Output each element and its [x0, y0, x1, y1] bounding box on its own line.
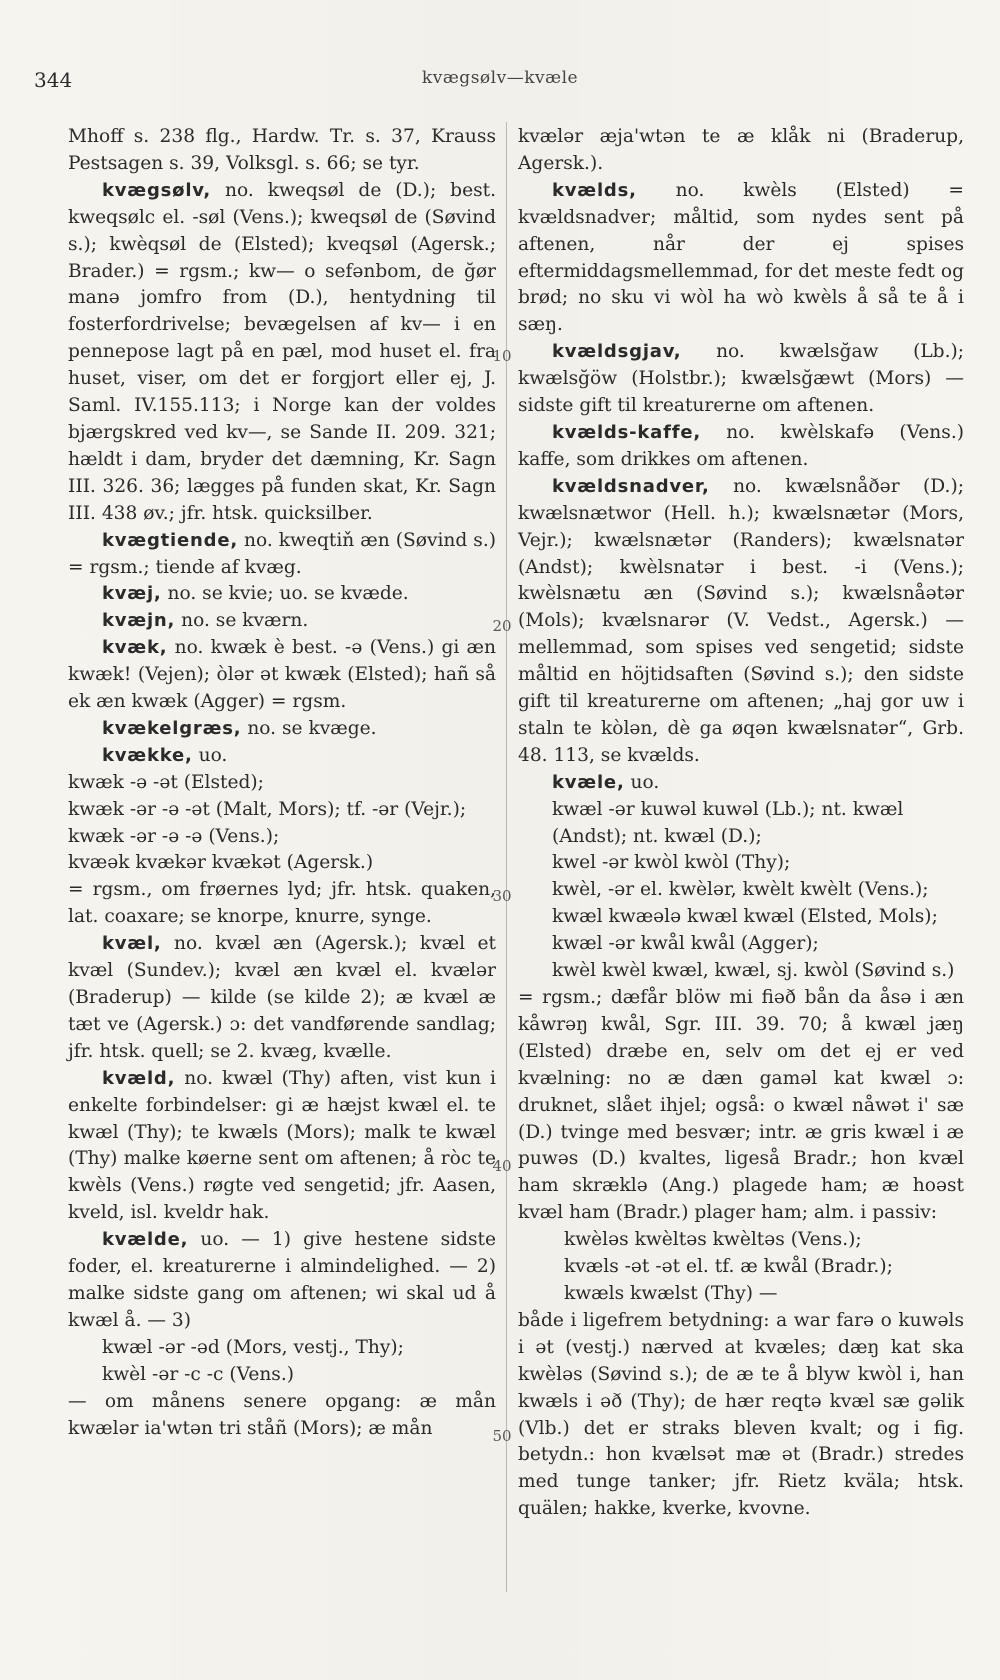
entry-text: [68, 1362, 496, 1389]
entry-body: uo.: [630, 771, 660, 793]
entry-body: Mhoff s. 238 flg., Hardw. Tr. s. 37, Krauss Pestsagen s. 39, Volksgl. s. 66; se tyr.: [68, 126, 496, 174]
running-title: kvægsølv—kvæle: [421, 68, 579, 88]
entry-text: [518, 1281, 964, 1308]
entry-text: [68, 824, 496, 851]
entry-body: kwèl, -ər el. kwèlər, kwèlt kwèlt (Vens.);: [552, 879, 929, 901]
entry-body: kwæl -ər kuwəl kuwəl (Lb.); nt. kwæl (Andst); nt. kwæl (D.);: [552, 798, 904, 847]
entry-body: kwèl -ər -c -c (Vens.): [102, 1363, 295, 1385]
headword: kvæle,: [552, 771, 625, 793]
entry-body: uo.: [198, 744, 228, 766]
headword: kvække,: [102, 744, 193, 766]
dictionary-entry: [518, 420, 964, 474]
headword: kvæl,: [102, 933, 162, 955]
entry-text: [518, 985, 964, 1227]
entry-body: kwèl kwèl kwæl, kwæl, sj. kwòl (Søvind s.): [552, 960, 955, 982]
entry-body: no. kwælsnåðər (D.); kwælsnætwor (Hell. h.); kwælsnætər (Mors, Vejr.); kwælsnætər (Randers); kwælsnatər (Andst); kwèlsnatər i best. -i (Vens.); kwèlsnætu æn (Søvind s.); kwælsnåətər (Mols); kvælsnarər (V. Vedst., Agersk.) — mellemmad, som spises ved sengetid; sidste måltid en höjtidsaften (Søvind s.); den sidste gift til kreaturerne om aftenen; „haj gor uw i staln te kòlən, dè ga øqən kwælsnatər“, Grb. 48. 113, se kvælds.: [518, 475, 964, 766]
entry-text: [518, 850, 964, 877]
entry-text: [68, 850, 496, 877]
headword: kvægtiende,: [102, 529, 238, 551]
headword: kvælds-kaffe,: [552, 421, 702, 443]
entry-body: — om månens senere opgang: æ mån kwælər ia'wtən tri ståñ (Mors); æ mån: [68, 1390, 496, 1439]
dictionary-entry: [68, 743, 496, 770]
dictionary-entry: [68, 931, 496, 1066]
entry-body: no. se kværn.: [181, 610, 309, 632]
entry-body: no. kwæl (Thy) aften, vist kun i enkelte forbindelser: gi æ hæjst kwæl el. te kwæl (Thy); te kwæls (Mors); malk te kwæl (Thy) malke køerne sent om aftenen; å ròc te kwèls (Vens.) røgte ved sengetid; jfr. Aasen, kveld, isl. kveldr hak.: [68, 1067, 496, 1224]
entry-body: kwæl -ər -əd (Mors, vestj., Thy);: [102, 1336, 404, 1358]
headword: kvældsnadver,: [552, 475, 710, 497]
dictionary-entry: [68, 716, 496, 743]
entry-body: kwèləs kwèltəs kwèltəs (Vens.);: [564, 1229, 862, 1251]
dictionary-entry: [518, 474, 964, 770]
entry-text: [68, 877, 496, 931]
dictionary-entry: [68, 581, 496, 608]
running-head: [0, 64, 1000, 94]
entry-body: kvæək kvækər kvækət (Agersk.): [68, 852, 374, 874]
line-number: 20: [492, 617, 512, 635]
dictionary-entry: [518, 770, 964, 797]
headword: kvægsølv,: [102, 179, 212, 201]
dictionary-entry: [518, 339, 964, 420]
entry-text: [518, 877, 964, 904]
entry-body: kwæl -ər kwål kwål (Agger);: [552, 933, 819, 955]
entry-body: = rgsm.; dæfår blöw mi fiəð bån da åsə i æn kåwrəŋ kwål, Sgr. III. 39. 70; å kwæl jæŋ (Elsted) dræbe en, selv om det ej er ved kvælning: no æ dæn gaməl kat kwæl ɔ: druknet, slået ihjel; også: o kwæl nåwət i' sæ (D.) tvinge med besvær; intr. æ gris kwæl i æ puwəs (D.) kvaltes, ligeså Bradr.; hon kvæl ham skræklə (Ang.) plagede ham; æ hoəst kvæl ham (Bradr.) plager ham; alm. i passiv:: [518, 987, 964, 1224]
entry-body: kvæls -ət -ət el. tf. æ kwål (Bradr.);: [564, 1256, 893, 1278]
entry-text: [518, 797, 964, 851]
entry-body: no. kwæk è best. -ə (Vens.) gi æn kwæk! (Vejen); òlər ət kwæk (Elsted); hañ så ek æn kwæk (Agger) = rgsm.: [68, 637, 496, 713]
entry-text: [518, 931, 964, 958]
headword: kvæk,: [102, 637, 168, 659]
entry-text: [518, 1254, 964, 1281]
dictionary-entry: [68, 608, 496, 635]
line-number: 40: [492, 1157, 512, 1175]
entry-body: no. kweqtiň æn (Søvind s.) = rgsm.; tiende af kvæg.: [68, 529, 496, 578]
column-divider: [506, 122, 507, 1592]
entry-text: [518, 1227, 964, 1254]
entry-body: no. kweqsøl de (D.); best. kweqsølc el. -søl (Vens.); kweqsøl de (Søvind s.); kwèqsøl de (Elsted); kveqsøl (Agersk.; Brader.) = rgsm.; kw— o sefənbom, de ğør manə jomfro from (D.), hentydning til fosterfordrivelse; bevægelsen af kv— i en pennepose lagt på en pæl, mod huset el. fra huset, viser, om det er forgjort eller ej, J. Saml. IV.155.113; i Norge kan der voldes bjærgskred ved kv—, se Sande II. 209. 321; hældt i dam, bryder det dæmning, Kr. Sagn III. 326. 36; lægges på funden skat, Kr. Sagn III. 438 øv.; jfr. htsk. quicksilber.: [68, 179, 496, 524]
entry-body: kvælər æja'wtən te æ klåk ni (Braderup, Agersk.).: [518, 126, 964, 174]
entry-body: kwel -ər kwòl kwòl (Thy);: [552, 852, 791, 874]
headword: kvæj,: [102, 583, 162, 605]
headword: kvækelgræs,: [102, 717, 242, 739]
headword: kvæjn,: [102, 610, 176, 632]
entry-body: kwæk -ər -ə -ə (Vens.);: [68, 825, 280, 847]
line-number: 50: [492, 1427, 512, 1445]
dictionary-entry: [68, 528, 496, 582]
headword: kvælde,: [102, 1229, 189, 1251]
entry-text: [68, 124, 496, 178]
entry-text: [518, 958, 964, 985]
dictionary-entry: [68, 1066, 496, 1227]
headword: kvæld,: [102, 1067, 176, 1089]
dictionary-entry: [68, 1227, 496, 1335]
entry-text: [68, 770, 496, 797]
page-number: 344: [34, 68, 73, 92]
entry-body: kwæls kwælst (Thy) —: [564, 1282, 778, 1304]
entry-body: no. kvæl æn (Agersk.); kvæl et kvæl (Sundev.); kvæl æn kvæl el. kvælər (Braderup) — kilde (se kilde 2); æ kvæl æ tæt ve (Agersk.) ɔ: det vandførende sandlag; jfr. htsk. quell; se 2. kvæg, kvælle.: [68, 933, 496, 1062]
right-column: [518, 124, 964, 1523]
entry-body: no. se kvie; uo. se kvæde.: [167, 583, 409, 605]
headword: kvælds,: [552, 179, 637, 201]
entry-body: no. kwælsğaw (Lb.); kwælsğöw (Holstbr.); kwælsğæwt (Mors) — sidste gift til kreaturerne om aftenen.: [518, 341, 964, 417]
entry-body: både i ligefrem betydning: a war farə o kuwəls i ət (vestj.) nærved at kvæles; dæŋ kat ska kwèləs (Søvind s.); de æ te å blyw kwòl i, han kwæls i əð (Thy); de hær reqtə kvæl sæ gəlik (Vlb.) det er straks bleven kvalt; og i fig. betydn.: hon kvælsət mæ ət (Bradr.) stredes med tunge tanker; jfr. Rietz kväla; htsk. quälen; hakke, kverke, kvovne.: [518, 1309, 964, 1520]
line-number: 10: [492, 347, 512, 365]
entry-text: [68, 1335, 496, 1362]
entry-text: [518, 904, 964, 931]
left-column: [68, 124, 496, 1442]
entry-body: no. se kvæge.: [247, 717, 377, 739]
entry-body: kwæk -ə -ət (Elsted);: [68, 771, 264, 793]
entry-text: [68, 797, 496, 824]
entry-body: no. kwèlskafə (Vens.) kaffe, som drikkes om aftenen.: [518, 421, 964, 470]
entry-body: no. kwèls (Elsted) = kvældsnadver; måltid, som nydes sent på aftenen, når der ej spises eftermiddagsmellemmad, for det meste fedt og brød; no sku vi wòl ha wò kwèls å så te å i sæŋ.: [518, 179, 965, 336]
entry-body: kwæl kwæələ kwæl kwæl (Elsted, Mols);: [552, 906, 938, 928]
entry-text: [518, 1308, 964, 1523]
entry-text: [68, 1389, 496, 1443]
dictionary-entry: [68, 635, 496, 716]
headword: kvældsgjav,: [552, 341, 682, 363]
entry-body: = rgsm., om frøernes lyd; jfr. htsk. quaken, lat. coaxare; se knorpe, knurre, synge.: [68, 879, 496, 928]
dictionary-entry: [68, 178, 496, 528]
entry-body: kwæk -ər -ə -ət (Malt, Mors); tf. -ər (Vejr.);: [68, 798, 467, 820]
line-number: 30: [492, 887, 512, 905]
entry-text: [518, 124, 964, 178]
entry-body: uo. — 1) give hestene sidste foder, el. kreaturerne i almindelighed. — 2) malke sidste gang om aftenen; wi skal ud å kwæl å. — 3): [68, 1229, 496, 1331]
dictionary-entry: [518, 178, 964, 339]
